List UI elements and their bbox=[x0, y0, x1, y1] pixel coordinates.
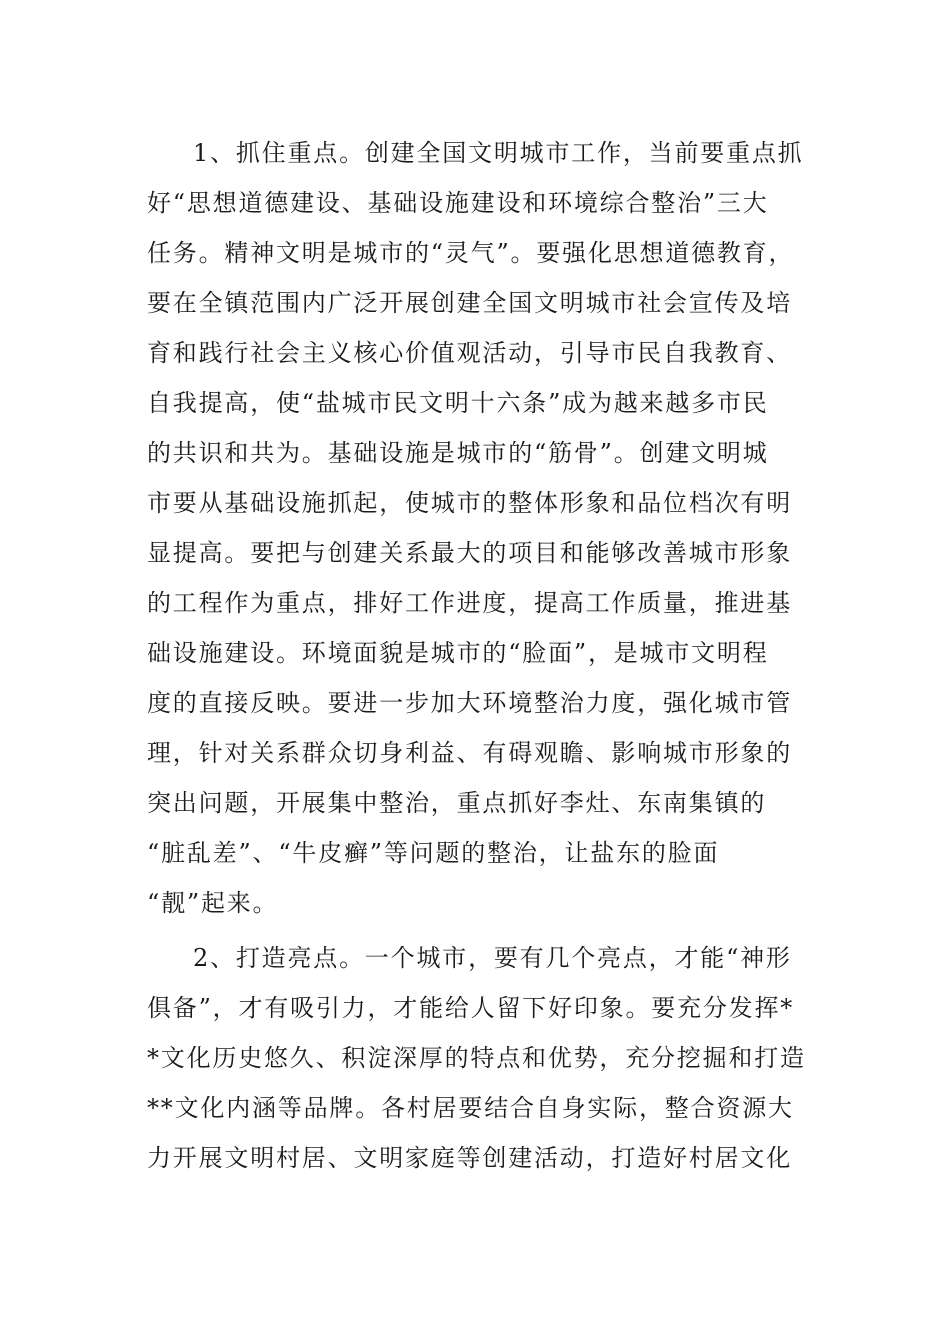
paragraph-line: 育和践行社会主义核心价值观活动，引导市民自我教育、 bbox=[147, 339, 792, 367]
paragraph-line: 要在全镇范围内广泛开展创建全国文明城市社会宣传及培 bbox=[147, 289, 792, 317]
paragraph-line: 显提高。要把与创建关系最大的项目和能够改善城市形象 bbox=[147, 539, 792, 567]
paragraph-line: 2、打造亮点。一个城市，要有几个亮点，才能“神形 bbox=[193, 944, 792, 972]
paragraph-highlights bbox=[147, 933, 807, 1183]
paragraph-key-points bbox=[147, 128, 807, 928]
paragraph-line: 好“思想道德建设、基础设施建设和环境综合整治”三大 bbox=[147, 189, 769, 217]
paragraph-line: 任务。精神文明是城市的“灵气”。要强化思想道德教育， bbox=[147, 239, 795, 267]
paragraph-line: 理，针对关系群众切身利益、有碍观瞻、影响城市形象的 bbox=[147, 739, 792, 767]
paragraph-line: 度的直接反映。要进一步加大环境整治力度，强化城市管 bbox=[147, 689, 792, 717]
paragraph-line: 俱备”，才有吸引力，才能给人留下好印象。要充分发挥* bbox=[147, 994, 795, 1022]
paragraph-line: 自我提高，使“盐城市民文明十六条”成为越来越多市民 bbox=[147, 389, 769, 417]
paragraph-line: **文化内涵等品牌。各村居要结合自身实际，整合资源大 bbox=[147, 1094, 794, 1122]
paragraph-line: 础设施建设。环境面貌是城市的“脸面”，是城市文明程 bbox=[147, 639, 769, 667]
paragraph-line: 的工程作为重点，排好工作进度，提高工作质量，推进基 bbox=[147, 589, 792, 617]
paragraph-line: 突出问题，开展集中整治，重点抓好李灶、东南集镇的 bbox=[147, 789, 767, 817]
paragraph-line: “脏乱差”、“牛皮癣”等问题的整治，让盐东的脸面 bbox=[147, 839, 720, 867]
paragraph-line: 的共识和共为。基础设施是城市的“筋骨”。创建文明城 bbox=[147, 439, 769, 467]
paragraph-line: 市要从基础设施抓起，使城市的整体形象和品位档次有明 bbox=[147, 489, 792, 517]
paragraph-line: 力开展文明村居、文明家庭等创建活动，打造好村居文化 bbox=[147, 1144, 792, 1172]
paragraph-line: *文化历史悠久、积淀深厚的特点和优势，充分挖掘和打造 bbox=[147, 1044, 806, 1072]
paragraph-line: 1、抓住重点。创建全国文明城市工作，当前要重点抓 bbox=[193, 139, 804, 167]
paragraph-line: “靓”起来。 bbox=[147, 889, 279, 917]
